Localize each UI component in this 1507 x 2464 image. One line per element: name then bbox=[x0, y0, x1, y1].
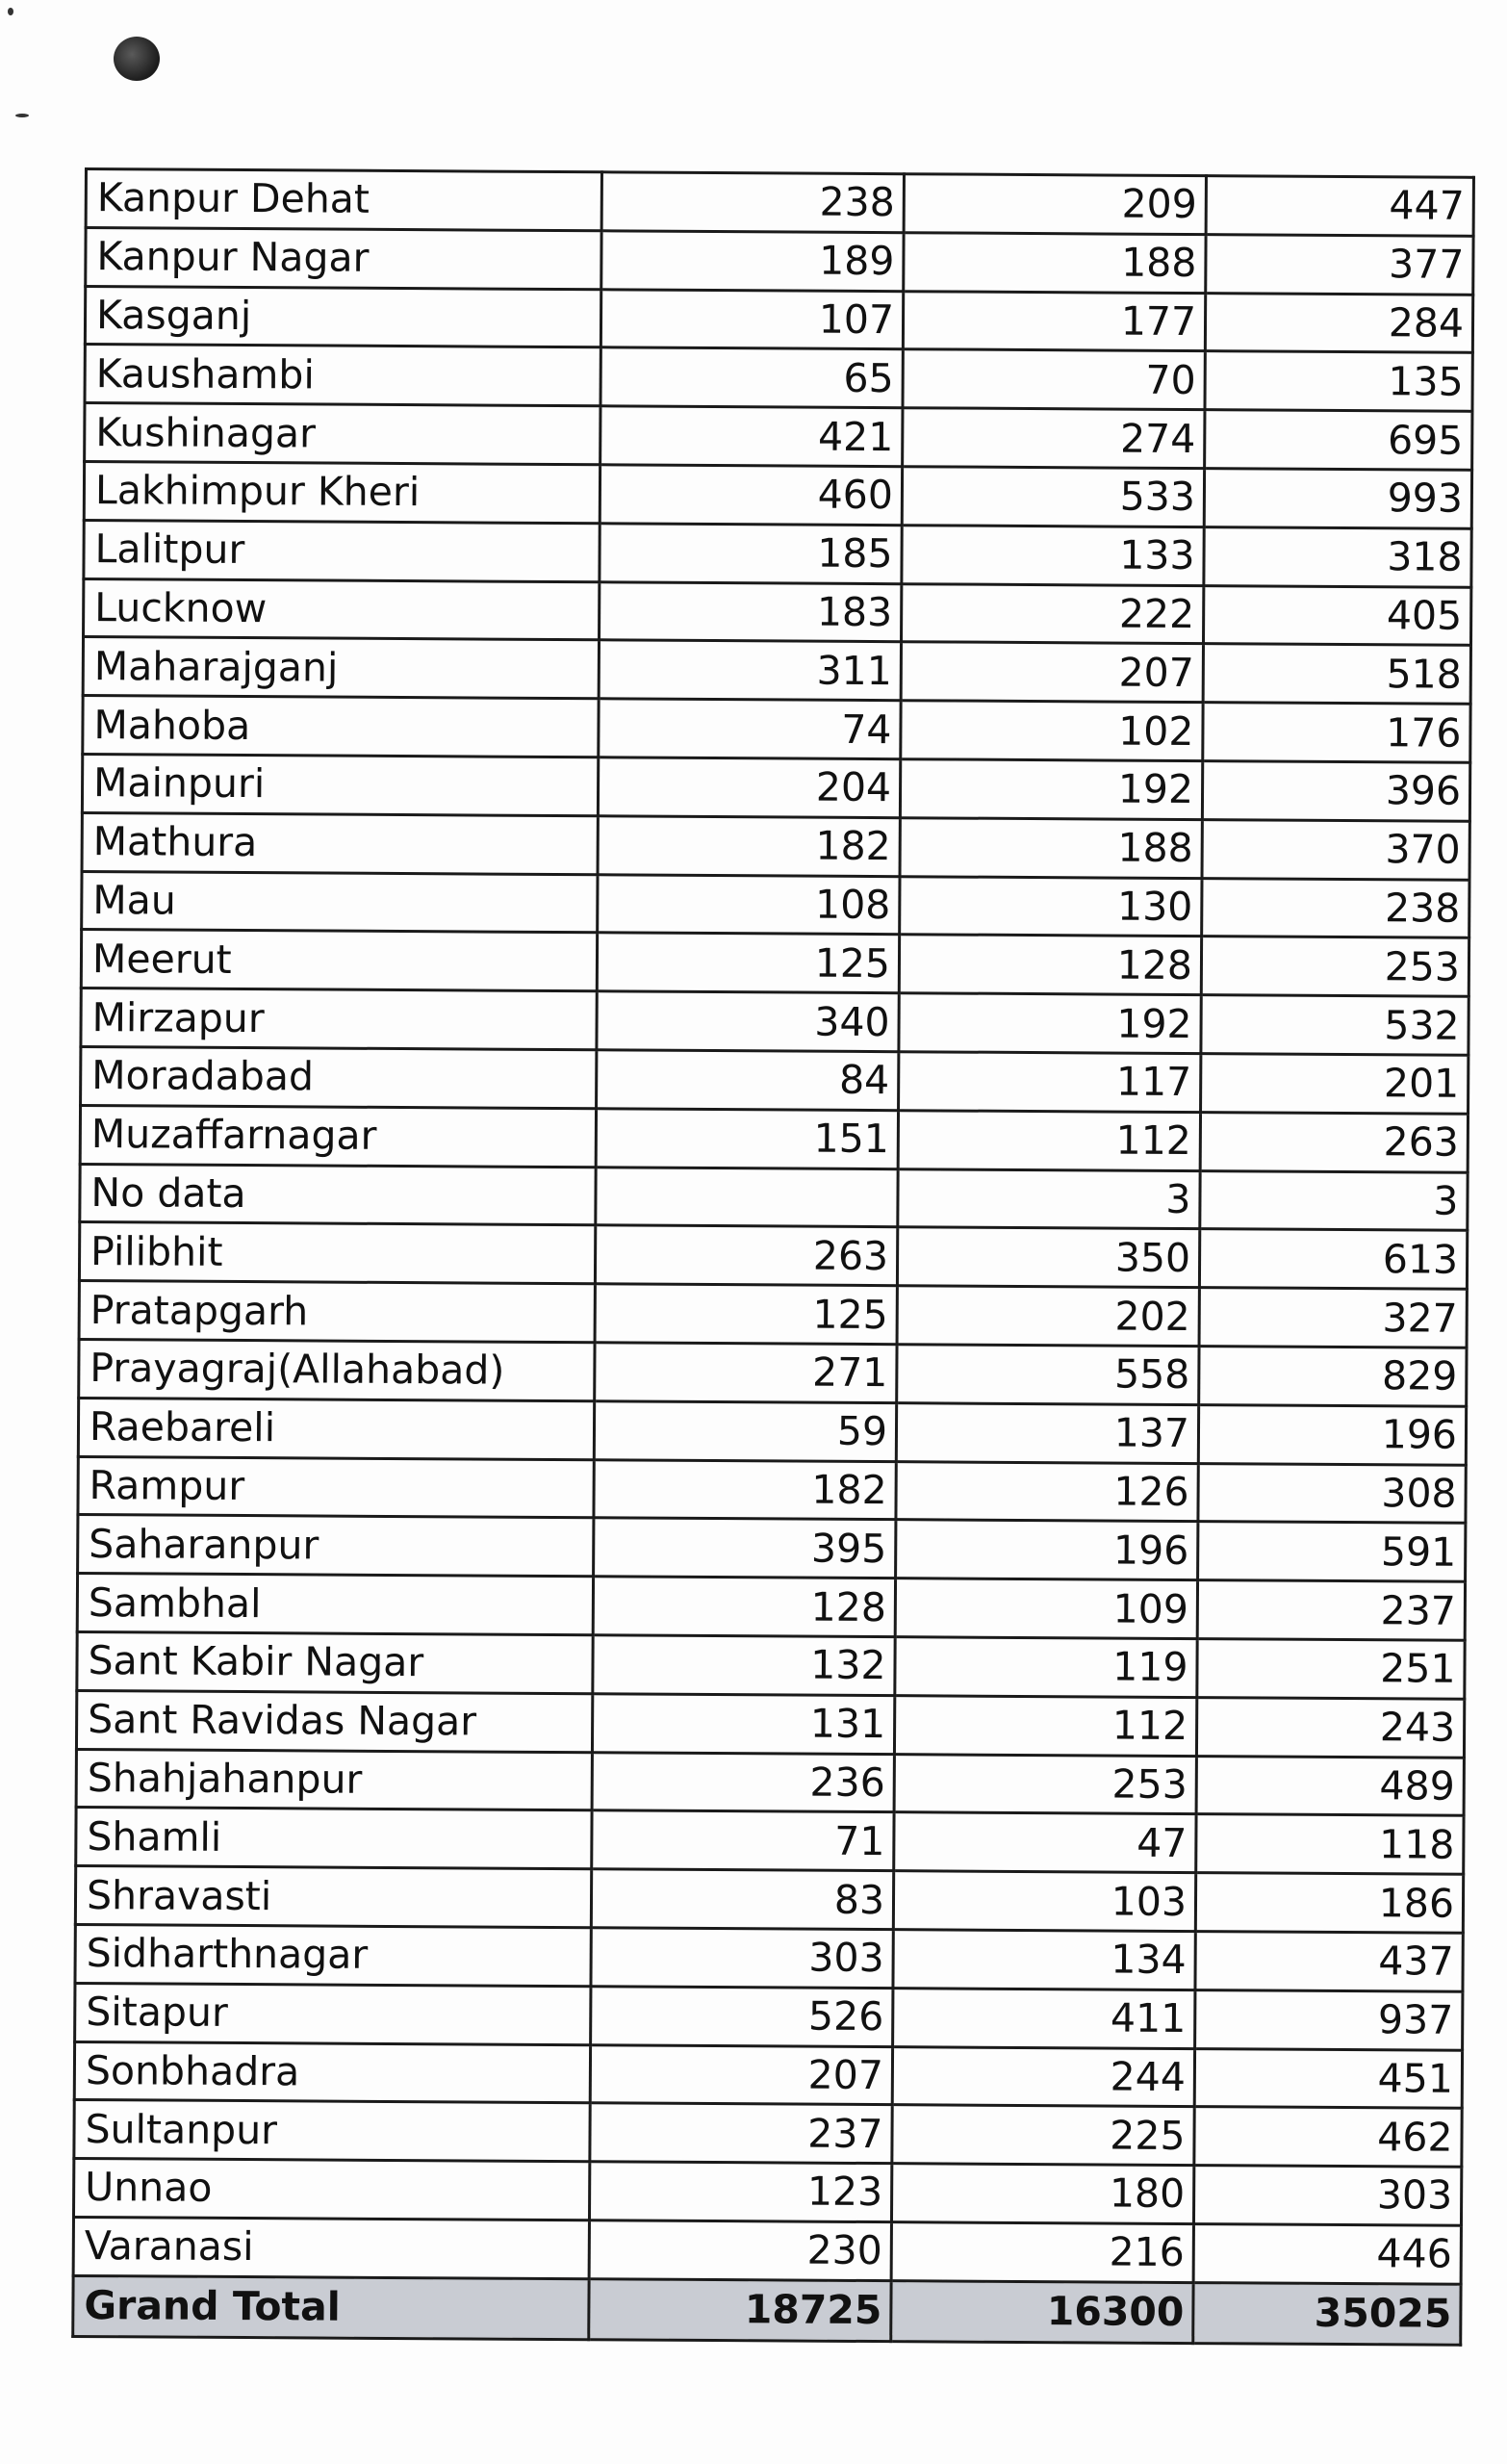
table-row bbox=[81, 930, 1469, 997]
table-row bbox=[74, 2041, 1462, 2109]
total-cell: 237 bbox=[1197, 1580, 1465, 1640]
value2-cell: 112 bbox=[898, 1110, 1200, 1170]
table-row bbox=[76, 1690, 1464, 1758]
total-cell: 489 bbox=[1196, 1756, 1464, 1815]
value2-cell: 109 bbox=[895, 1578, 1197, 1639]
value1-cell: 123 bbox=[589, 2162, 891, 2222]
table-row bbox=[78, 1398, 1466, 1465]
table-row bbox=[82, 812, 1469, 880]
grand-total-sum: 35025 bbox=[1193, 2282, 1461, 2345]
district-cell: Lucknow bbox=[84, 578, 600, 640]
value2-cell: 112 bbox=[894, 1695, 1196, 1756]
value2-cell: 192 bbox=[899, 993, 1201, 1054]
district-cell: Kanpur Nagar bbox=[86, 227, 601, 289]
value2-cell: 133 bbox=[902, 525, 1204, 585]
value1-cell: 421 bbox=[600, 406, 903, 467]
district-cell: Mirzapur bbox=[81, 988, 597, 1050]
district-cell: Varanasi bbox=[73, 2217, 589, 2278]
value1-cell: 74 bbox=[599, 699, 901, 759]
district-cell: Kushinagar bbox=[85, 403, 600, 465]
district-cell: Rampur bbox=[78, 1456, 594, 1518]
table-row bbox=[83, 696, 1470, 763]
total-cell: 937 bbox=[1195, 1989, 1463, 2049]
grand-total-value1: 18725 bbox=[589, 2278, 891, 2341]
value1-cell: 395 bbox=[594, 1518, 896, 1578]
value2-cell: 558 bbox=[897, 1345, 1199, 1405]
value1-cell: 151 bbox=[596, 1109, 898, 1169]
total-cell: 284 bbox=[1205, 293, 1472, 352]
value1-cell: 237 bbox=[590, 2103, 892, 2164]
total-cell: 405 bbox=[1203, 585, 1470, 645]
value2-cell: 202 bbox=[897, 1286, 1199, 1347]
district-cell: Kanpur Dehat bbox=[86, 169, 601, 231]
district-cell: Moradabad bbox=[81, 1046, 597, 1108]
district-cell: Sidharthnagar bbox=[75, 1924, 591, 1986]
value1-cell: 65 bbox=[600, 347, 903, 408]
table-row bbox=[86, 169, 1473, 237]
table-row bbox=[84, 578, 1471, 646]
district-cell: Shravasti bbox=[75, 1866, 591, 1928]
value2-cell: 533 bbox=[902, 467, 1204, 527]
total-cell: 3 bbox=[1200, 1170, 1468, 1230]
value2-cell: 119 bbox=[895, 1637, 1197, 1698]
table-row bbox=[78, 1515, 1466, 1582]
table-row bbox=[86, 227, 1473, 295]
value2-cell: 253 bbox=[894, 1754, 1196, 1814]
district-cell: Muzaffarnagar bbox=[80, 1105, 596, 1167]
value2-cell: 137 bbox=[896, 1402, 1198, 1463]
district-cell: Pilibhit bbox=[79, 1222, 595, 1284]
district-cell: Lalitpur bbox=[84, 520, 600, 581]
value2-cell: 130 bbox=[900, 876, 1202, 937]
table-row bbox=[77, 1574, 1465, 1641]
table-row bbox=[79, 1339, 1467, 1406]
district-cell: Unnao bbox=[73, 2159, 589, 2220]
total-cell: 446 bbox=[1193, 2223, 1461, 2283]
district-cell: Sant Ravidas Nagar bbox=[76, 1690, 592, 1752]
total-cell: 201 bbox=[1201, 1054, 1469, 1114]
grand-total-row bbox=[73, 2275, 1461, 2345]
district-table bbox=[71, 167, 1475, 2346]
district-cell: Lakhimpur Kheri bbox=[84, 461, 600, 523]
value1-cell: 182 bbox=[594, 1459, 896, 1520]
district-cell: Maharajganj bbox=[83, 637, 599, 699]
total-cell: 303 bbox=[1193, 2166, 1461, 2225]
value2-cell: 47 bbox=[894, 1812, 1196, 1873]
table-row bbox=[82, 754, 1469, 821]
value1-cell: 311 bbox=[599, 640, 901, 701]
total-cell: 118 bbox=[1196, 1814, 1464, 1874]
table-row bbox=[83, 637, 1470, 705]
value1-cell: 182 bbox=[598, 816, 900, 877]
table-row bbox=[85, 286, 1472, 353]
total-cell: 253 bbox=[1201, 937, 1469, 996]
value1-cell: 183 bbox=[600, 581, 902, 642]
grand-total-value2: 16300 bbox=[891, 2280, 1193, 2343]
table-row bbox=[73, 2159, 1461, 2226]
total-cell: 251 bbox=[1197, 1639, 1465, 1699]
value2-cell: 3 bbox=[898, 1168, 1200, 1229]
value1-cell: 128 bbox=[593, 1577, 895, 1637]
district-cell: Sultanpur bbox=[74, 2100, 590, 2162]
table-row bbox=[85, 345, 1472, 412]
district-cell: Mainpuri bbox=[82, 754, 598, 815]
district-cell: Sonbhadra bbox=[74, 2041, 590, 2103]
value2-cell: 117 bbox=[899, 1052, 1201, 1113]
value1-cell: 189 bbox=[601, 231, 904, 292]
value1-cell: 271 bbox=[595, 1343, 897, 1403]
value1-cell: 71 bbox=[592, 1810, 894, 1871]
value1-cell: 125 bbox=[597, 933, 899, 993]
total-cell: 613 bbox=[1199, 1229, 1467, 1289]
table-row bbox=[77, 1631, 1465, 1699]
table-row bbox=[84, 520, 1471, 587]
district-cell: Kaushambi bbox=[85, 345, 600, 406]
table-row bbox=[76, 1808, 1464, 1875]
total-cell: 263 bbox=[1200, 1112, 1468, 1171]
district-cell: Sambhal bbox=[77, 1574, 593, 1635]
district-cell: Mathura bbox=[82, 812, 598, 874]
total-cell: 591 bbox=[1198, 1522, 1466, 1581]
value1-cell: 303 bbox=[591, 1928, 893, 1989]
value2-cell: 244 bbox=[892, 2046, 1194, 2107]
value2-cell: 134 bbox=[893, 1930, 1195, 1990]
table-row bbox=[75, 1924, 1463, 1991]
district-cell: No data bbox=[80, 1164, 596, 1225]
district-cell: Mau bbox=[82, 871, 598, 933]
district-cell: Prayagraj(Allahabad) bbox=[79, 1339, 595, 1400]
total-cell: 518 bbox=[1203, 644, 1470, 704]
value2-cell: 188 bbox=[904, 232, 1206, 293]
table-row bbox=[73, 2217, 1461, 2284]
total-cell: 462 bbox=[1194, 2107, 1462, 2167]
district-cell: Mahoba bbox=[83, 696, 599, 757]
total-cell: 993 bbox=[1204, 469, 1471, 528]
total-cell: 396 bbox=[1202, 761, 1469, 821]
value1-cell: 83 bbox=[591, 1869, 893, 1930]
value1-cell bbox=[596, 1167, 898, 1227]
value2-cell: 103 bbox=[893, 1871, 1195, 1932]
value2-cell: 70 bbox=[903, 349, 1205, 410]
value1-cell: 107 bbox=[600, 289, 903, 349]
value1-cell: 230 bbox=[589, 2220, 891, 2281]
value2-cell: 180 bbox=[891, 2164, 1193, 2224]
value1-cell: 204 bbox=[598, 757, 900, 818]
value1-cell: 460 bbox=[600, 465, 902, 526]
value1-cell: 185 bbox=[600, 524, 902, 584]
total-cell: 176 bbox=[1203, 703, 1470, 762]
district-cell: Sant Kabir Nagar bbox=[77, 1631, 593, 1693]
value2-cell: 222 bbox=[902, 583, 1204, 644]
table-row bbox=[75, 1983, 1463, 2050]
table-row bbox=[80, 1105, 1468, 1172]
total-cell: 370 bbox=[1202, 819, 1469, 879]
value2-cell: 216 bbox=[891, 2222, 1193, 2283]
total-cell: 437 bbox=[1195, 1931, 1463, 1990]
table-row bbox=[84, 461, 1471, 528]
value2-cell: 274 bbox=[903, 408, 1205, 469]
value2-cell: 177 bbox=[903, 291, 1205, 351]
total-cell: 243 bbox=[1196, 1697, 1464, 1757]
value2-cell: 126 bbox=[896, 1461, 1198, 1522]
table-row bbox=[78, 1456, 1466, 1524]
value2-cell: 196 bbox=[896, 1520, 1198, 1580]
district-cell: Sitapur bbox=[75, 1983, 591, 2044]
table-row bbox=[76, 1749, 1464, 1816]
total-cell: 318 bbox=[1204, 526, 1471, 586]
total-cell: 308 bbox=[1198, 1463, 1466, 1523]
punch-hole bbox=[114, 37, 160, 81]
value1-cell: 526 bbox=[591, 1986, 893, 2046]
total-cell: 377 bbox=[1206, 234, 1473, 294]
total-cell: 451 bbox=[1194, 2048, 1462, 2108]
value2-cell: 128 bbox=[899, 935, 1201, 995]
value1-cell: 236 bbox=[592, 1752, 894, 1812]
value2-cell: 188 bbox=[900, 817, 1202, 878]
value2-cell: 207 bbox=[901, 642, 1203, 703]
district-cell: Shamli bbox=[76, 1808, 592, 1869]
total-cell: 327 bbox=[1199, 1288, 1467, 1348]
grand-total-label: Grand Total bbox=[73, 2275, 589, 2339]
value2-cell: 102 bbox=[901, 701, 1203, 761]
district-cell: Kasganj bbox=[85, 286, 600, 347]
value1-cell: 132 bbox=[593, 1635, 895, 1696]
table-row bbox=[81, 988, 1469, 1056]
value2-cell: 209 bbox=[904, 174, 1206, 235]
table-row bbox=[80, 1164, 1468, 1231]
scan-speck bbox=[8, 8, 13, 15]
value1-cell: 340 bbox=[597, 991, 899, 1052]
table-row bbox=[79, 1281, 1467, 1348]
value1-cell: 125 bbox=[595, 1284, 897, 1345]
district-cell: Meerut bbox=[81, 930, 597, 991]
district-cell: Raebareli bbox=[78, 1398, 594, 1459]
table-row bbox=[74, 2100, 1462, 2168]
value2-cell: 225 bbox=[892, 2105, 1194, 2166]
total-cell: 447 bbox=[1206, 176, 1473, 236]
table-row bbox=[82, 871, 1469, 938]
value1-cell: 59 bbox=[594, 1400, 896, 1461]
value2-cell: 411 bbox=[893, 1988, 1195, 2048]
value1-cell: 84 bbox=[597, 1050, 899, 1111]
table-row bbox=[81, 1046, 1469, 1114]
total-cell: 829 bbox=[1199, 1347, 1467, 1406]
total-cell: 135 bbox=[1205, 351, 1472, 411]
district-cell: Shahjahanpur bbox=[76, 1749, 592, 1810]
total-cell: 186 bbox=[1195, 1873, 1463, 1933]
value1-cell: 263 bbox=[595, 1225, 897, 1286]
value2-cell: 192 bbox=[900, 759, 1202, 820]
table-row bbox=[79, 1222, 1467, 1290]
table-row bbox=[75, 1866, 1463, 1934]
total-cell: 238 bbox=[1202, 878, 1469, 937]
total-cell: 695 bbox=[1205, 410, 1472, 470]
scan-speck bbox=[15, 114, 29, 117]
value1-cell: 131 bbox=[592, 1693, 894, 1754]
value1-cell: 207 bbox=[590, 2044, 892, 2105]
total-cell: 532 bbox=[1201, 995, 1469, 1055]
value2-cell: 350 bbox=[897, 1227, 1199, 1288]
total-cell: 196 bbox=[1198, 1404, 1466, 1464]
value1-cell: 108 bbox=[598, 874, 900, 935]
district-cell: Pratapgarh bbox=[79, 1281, 595, 1343]
table-row bbox=[85, 403, 1472, 471]
value1-cell: 238 bbox=[601, 172, 904, 233]
district-cell: Saharanpur bbox=[78, 1515, 594, 1577]
table-body bbox=[73, 169, 1474, 2345]
